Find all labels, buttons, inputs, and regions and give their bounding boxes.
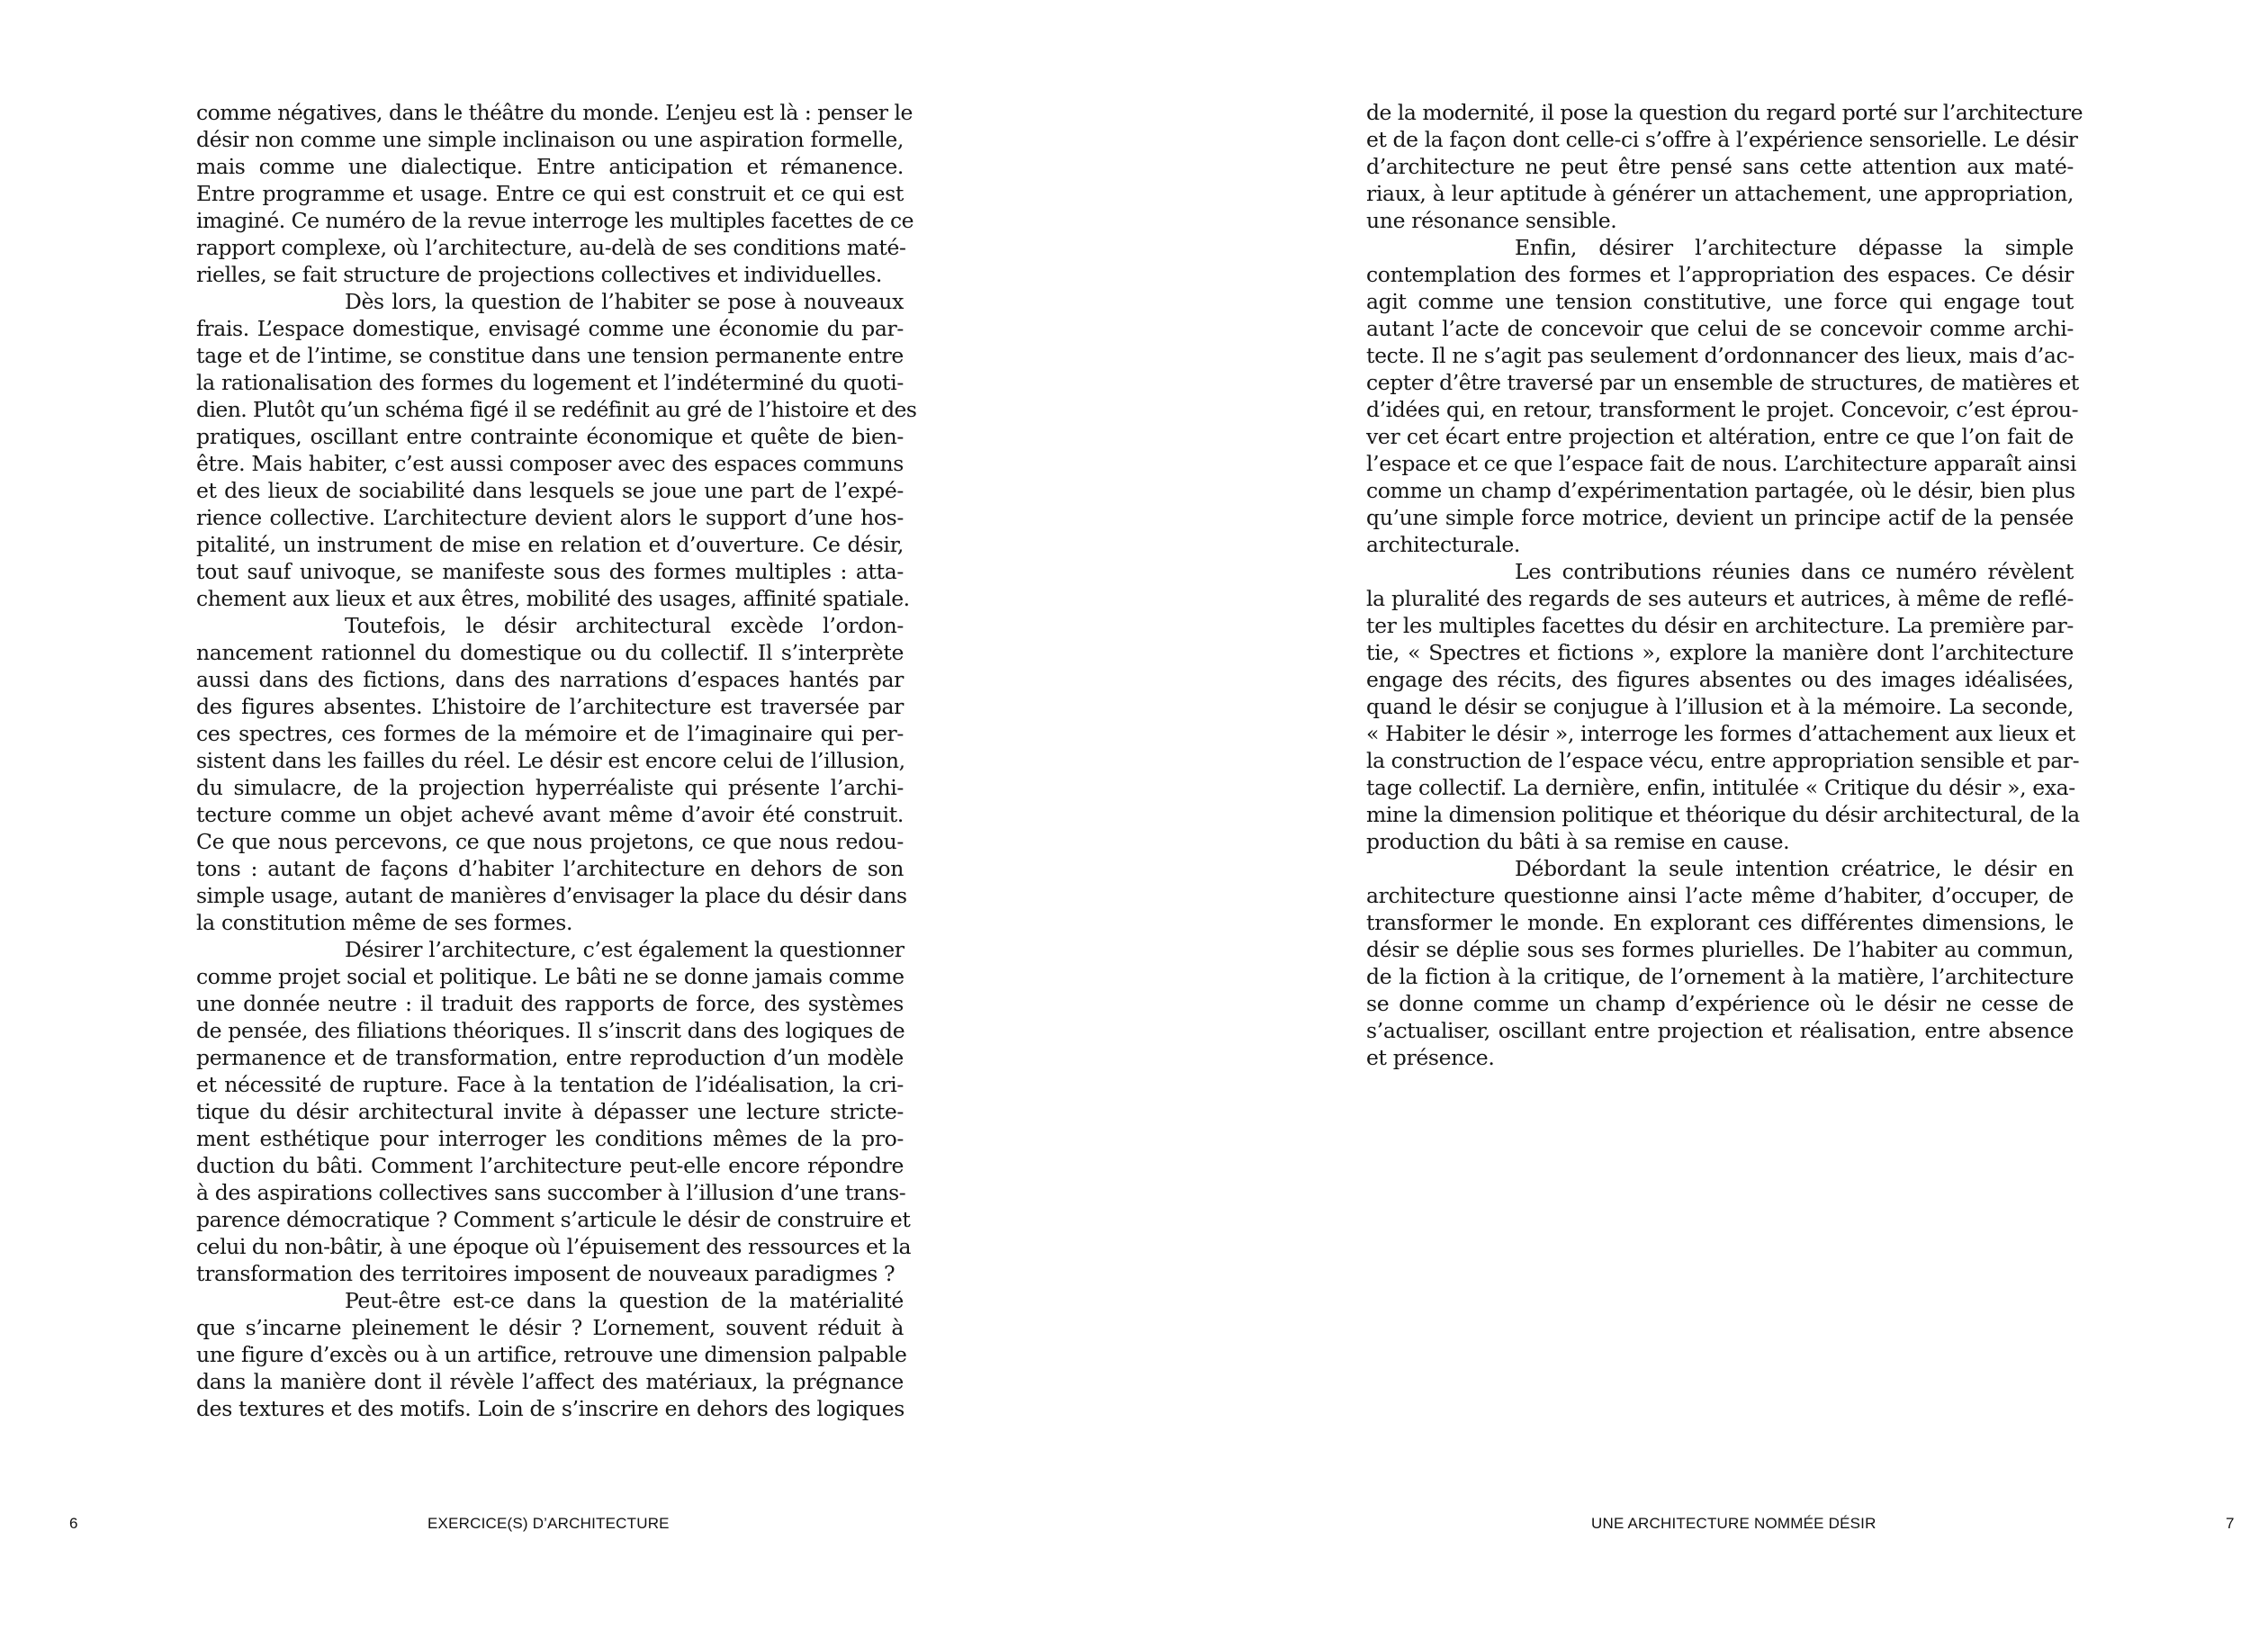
text-line: Entre programme et usage. Entre ce qui est construit et ce qui est	[196, 181, 904, 206]
text-line: riaux, à leur aptitude à générer un attachement, une appropriation,	[1366, 181, 2074, 206]
text-line: qu’une simple force motrice, devient un principe actif de la pensée	[1366, 505, 2074, 530]
text-line: une donnée neutre : il traduit des rapports de force, des systèmes	[196, 991, 904, 1016]
text-line: de pensée, des filiations théoriques. Il s’inscrit dans des logiques de	[196, 1018, 905, 1043]
text-line: s’actualiser, oscillant entre projection et réalisation, entre absence	[1366, 1018, 2074, 1043]
text-line: désir se déplie sous ses formes plurielles. De l’habiter au commun,	[1366, 937, 2074, 962]
text-line: Ce que nous percevons, ce que nous projetons, ce que nous redou-	[196, 829, 904, 854]
text-line: frais. L’espace domestique, envisagé comme une économie du par-	[196, 316, 904, 341]
body-text-column	[196, 99, 917, 1422]
paragraph	[196, 99, 914, 288]
text-line: des figures absentes. L’histoire de l’architecture est traversée par	[196, 694, 904, 719]
paragraph	[196, 612, 907, 936]
right-page	[1134, 0, 2268, 1630]
text-line: ver cet écart entre projection et altération, entre ce que l’on fait de	[1366, 424, 2074, 449]
text-line: ces spectres, ces formes de la mémoire et de l’imaginaire qui per-	[196, 721, 904, 746]
text-line: ment esthétique pour interroger les conditions mêmes de la pro-	[196, 1126, 904, 1151]
text-line: et des lieux de sociabilité dans lesquels se joue une part de l’expé-	[196, 478, 904, 503]
text-line: la rationalisation des formes du logement et l’indéterminé du quoti-	[196, 370, 904, 395]
text-line: contemplation des formes et l’appropriation des espaces. Ce désir	[1366, 262, 2074, 287]
text-line: et présence.	[1366, 1045, 1495, 1070]
text-line: « Habiter le désir », interroge les formes d’attachement aux lieux et	[1366, 721, 2075, 746]
text-line: la construction de l’espace vécu, entre appropriation sensible et par-	[1366, 748, 2080, 773]
text-line: architecturale.	[1366, 532, 1521, 557]
text-line: Débordant la seule intention créatrice, le désir en	[1515, 856, 2074, 881]
text-line: sistent dans les failles du réel. Le désir est encore celui de l’illusion,	[196, 748, 905, 773]
text-line: Les contributions réunies dans ce numéro révèlent	[1515, 559, 2074, 584]
text-line: se donne comme un champ d’expérience où le désir ne cesse de	[1366, 991, 2074, 1016]
text-line: quand le désir se conjugue à l’illusion et à la mémoire. La seconde,	[1366, 694, 2074, 719]
text-line: et de la façon dont celle-ci s’offre à l’expérience sensorielle. Le désir	[1366, 127, 2078, 152]
text-line: tecture comme un objet achevé avant même d’avoir été construit.	[196, 802, 904, 827]
text-line: rience collective. L’architecture devient alors le support d’une hos-	[196, 505, 904, 530]
text-line: agit comme une tension constitutive, une force qui engage tout	[1366, 289, 2074, 314]
text-line: Enfin, désirer l’architecture dépasse la simple	[1515, 235, 2074, 260]
text-line: transformation des territoires imposent de nouveaux paradigmes ?	[196, 1261, 896, 1286]
text-line: imaginé. Ce numéro de la revue interroge les multiples facettes de ce	[196, 208, 914, 233]
text-line: mais comme une dialectique. Entre anticipation et rémanence.	[196, 154, 904, 179]
text-line: la constitution même de ses formes.	[196, 910, 573, 935]
text-line: être. Mais habiter, c’est aussi composer avec des espaces communs	[196, 451, 904, 476]
text-line: Désirer l’architecture, c’est également la questionner	[345, 937, 904, 962]
text-line: Dès lors, la question de l’habiter se pose à nouveaux	[345, 289, 904, 314]
paragraph	[196, 288, 917, 612]
text-line: tecte. Il ne s’agit pas seulement d’ordonnancer des lieux, mais d’ac-	[1366, 343, 2074, 368]
paragraph	[196, 936, 912, 1287]
paragraph	[1366, 855, 2074, 1071]
text-line: la pluralité des regards de ses auteurs et autrices, à même de reflé-	[1366, 586, 2074, 611]
text-line: ter les multiples facettes du désir en architecture. La première par-	[1366, 613, 2074, 638]
text-line: à des aspirations collectives sans succomber à l’illusion d’une trans-	[196, 1180, 906, 1205]
paragraph	[1366, 558, 2080, 855]
text-line: des textures et des motifs. Loin de s’inscrire en dehors des logiques	[196, 1396, 904, 1421]
text-line: nancement rationnel du domestique ou du collectif. Il s’interprète	[196, 640, 904, 665]
text-line: que s’incarne pleinement le désir ? L’ornement, souvent réduit à	[196, 1315, 904, 1340]
text-line: parence démocratique ? Comment s’articule le désir de construire et	[196, 1207, 911, 1232]
text-line: désir non comme une simple inclinaison ou une aspiration formelle,	[196, 127, 904, 152]
paragraph	[1366, 234, 2079, 558]
text-line: chement aux lieux et aux êtres, mobilité des usages, affinité spatiale.	[196, 586, 910, 611]
text-line: tique du désir architectural invite à dépasser une lecture stricte-	[196, 1099, 904, 1124]
text-line: dien. Plutôt qu’un schéma figé il se redéfinit au gré de l’histoire et des	[196, 397, 917, 422]
text-line: d’idées qui, en retour, transforment le projet. Concevoir, c’est éprou-	[1366, 397, 2079, 422]
page-number: 6	[69, 1515, 78, 1532]
text-line: tie, « Spectres et fictions », explore la manière dont l’architecture	[1366, 640, 2074, 665]
text-line: de la modernité, il pose la question du regard porté sur l’architecture	[1366, 100, 2083, 125]
text-line: l’espace et ce que l’espace fait de nous. L’architecture apparaît ainsi	[1366, 451, 2076, 476]
text-line: pratiques, oscillant entre contrainte économique et quête de bien-	[196, 424, 904, 449]
text-line: permanence et de transformation, entre reproduction d’un modèle	[196, 1045, 904, 1070]
text-line: aussi dans des fictions, dans des narrations d’espaces hantés par	[196, 667, 904, 692]
text-line: simple usage, autant de manières d’envisager la place du désir dans	[196, 883, 907, 908]
text-line: rapport complexe, où l’architecture, au-delà de ses conditions maté-	[196, 235, 906, 260]
text-line: comme négatives, dans le théâtre du monde. L’enjeu est là : penser le	[196, 100, 913, 125]
text-line: tout sauf univoque, se manifeste sous des formes multiples : atta-	[196, 559, 904, 584]
text-line: rielles, se fait structure de projections collectives et individuelles.	[196, 262, 882, 287]
text-line: du simulacre, de la projection hyperréaliste qui présente l’archi-	[196, 775, 904, 800]
text-line: Peut-être est-ce dans la question de la matérialité	[345, 1288, 904, 1313]
text-line: d’architecture ne peut être pensé sans cette attention aux maté-	[1366, 154, 2074, 179]
text-line: comme projet social et politique. Le bâti ne se donne jamais comme	[196, 964, 904, 989]
text-line: engage des récits, des figures absentes ou des images idéalisées,	[1366, 667, 2074, 692]
text-line: tage collectif. La dernière, enfin, intitulée « Critique du désir », exa-	[1366, 775, 2075, 800]
paragraph	[196, 1287, 907, 1422]
text-line: une résonance sensible.	[1366, 208, 1617, 233]
text-line: architecture questionne ainsi l’acte même d’habiter, d’occuper, de	[1366, 883, 2074, 908]
text-line: dans la manière dont il révèle l’affect des matériaux, la prégnance	[196, 1369, 904, 1394]
text-line: de la fiction à la critique, de l’ornement à la matière, l’architecture	[1366, 964, 2074, 989]
paragraph	[1366, 99, 2083, 234]
body-text-column	[1366, 99, 2083, 1071]
text-line: Toutefois, le désir architectural excède l’ordon-	[345, 613, 904, 638]
text-line: une figure d’excès ou à un artifice, retrouve une dimension palpable	[196, 1342, 907, 1367]
text-line: cepter d’être traversé par un ensemble de structures, de matières et	[1366, 370, 2079, 395]
text-line: mine la dimension politique et théorique du désir architectural, de la	[1366, 802, 2080, 827]
text-line: tons : autant de façons d’habiter l’architecture en dehors de son	[196, 856, 904, 881]
text-line: comme un champ d’expérimentation partagée, où le désir, bien plus	[1366, 478, 2075, 503]
text-line: et nécessité de rupture. Face à la tentation de l’idéalisation, la cri-	[196, 1072, 904, 1097]
text-line: autant l’acte de concevoir que celui de se concevoir comme archi-	[1366, 316, 2074, 341]
running-title: EXERCICE(S) D’ARCHITECTURE	[428, 1515, 670, 1532]
text-line: production du bâti à sa remise en cause.	[1366, 829, 1790, 854]
text-line: celui du non-bâtir, à une époque où l’épuisement des ressources et la	[196, 1234, 912, 1259]
running-title: UNE ARCHITECTURE NOMMÉE DÉSIR	[1591, 1515, 1876, 1532]
text-line: tage et de l’intime, se constitue dans une tension permanente entre	[196, 343, 904, 368]
page-number: 7	[2226, 1515, 2235, 1532]
text-line: pitalité, un instrument de mise en relation et d’ouverture. Ce désir,	[196, 532, 904, 557]
text-line: duction du bâti. Comment l’architecture peut-elle encore répondre	[196, 1153, 904, 1178]
text-line: transformer le monde. En explorant ces différentes dimensions, le	[1366, 910, 2074, 935]
